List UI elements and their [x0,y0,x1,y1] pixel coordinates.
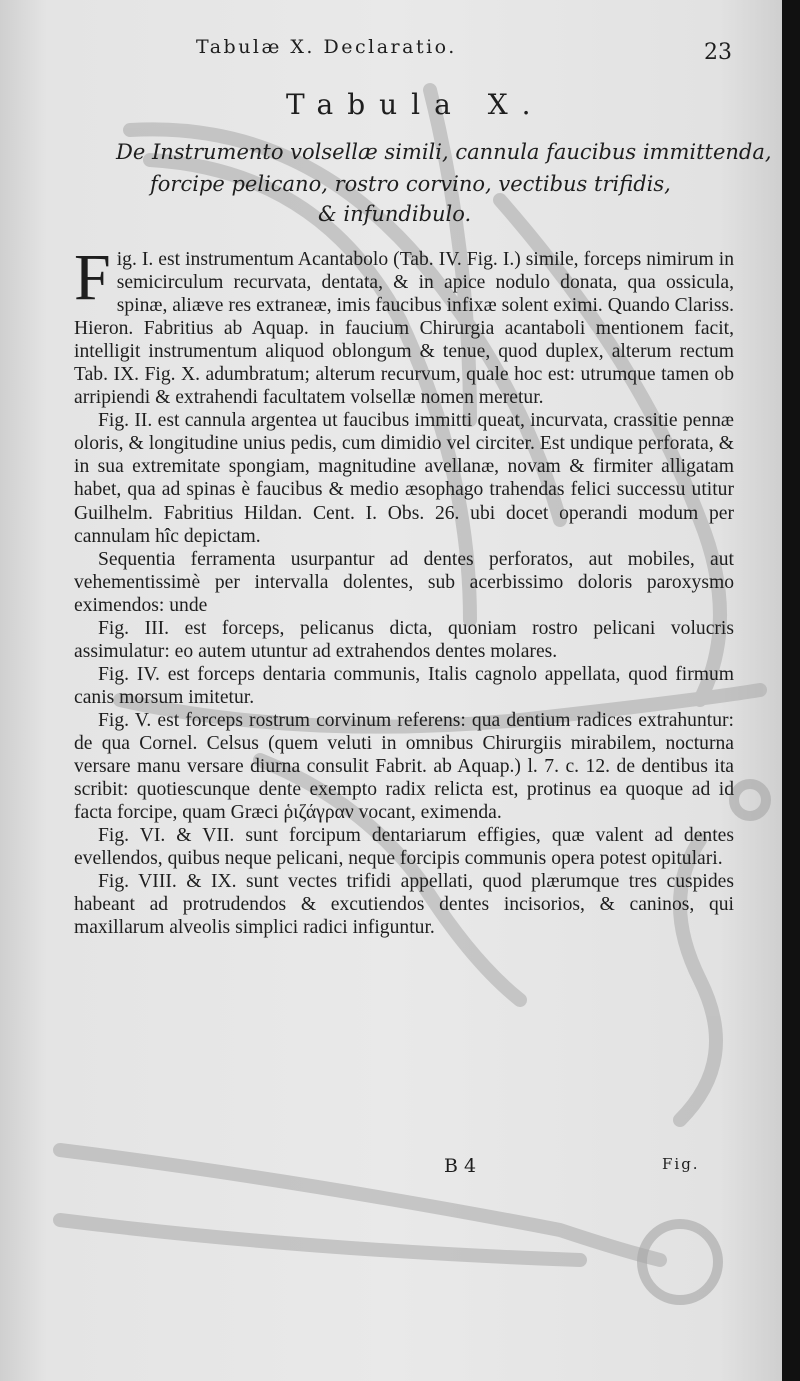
paragraph-sequentia: Sequentia ferramenta usurpantur ad dentes perforatos, aut mobiles, aut vehementissimè per intervalla dolentes, sub acerbissimo doloris paroxysmo eximendos: unde [74,548,734,616]
paragraph-fig-1 [74,241,734,409]
subtitle-line-2: forcipe pelicano, rostro corvino, vectibus trifidis, [150,172,671,196]
paragraph-text: ig. I. est instrumentum Acantabolo (Tab. IV. Fig. I.) simile, forceps nimirum in semicirculum recurvata, dentata, & in apice nodulo donata, qua ossicula, spinæ, aliæve res extraneæ, imis faucibus infixæ solent eximi. Quando Clariss. Hieron. Fabritius ab Aquap. in faucium Chirurgia acantaboli mentionem facit, intelligit instrumentum aliquod oblongum & tenue, quod duplex, alterum rectum Tab. IX. Fig. X. adumbratum; alterum recurvum, quale hoc est: utrumque tamen ob arripiendi & extrahendi facultatem volsellæ nomen meretur. [74,249,734,409]
paragraph-fig-8-9: Fig. VIII. & IX. sunt vectes trifidi appellati, quod plærumque tres cuspides habeant ad protrudendos & excutiendos dentes incisorios, & caninos, qui maxillarum alveolis simplici radici infiguntur. [74,871,734,939]
subtitle-line-3: & infundibulo. [318,202,472,226]
paragraph-fig-5: Fig. V. est forceps rostrum corvinum referens: qua dentium radices extrahuntur: de qua Cornel. Celsus (quem veluti in omnibus Chirurgiis mirabilem, nocturna versare manu versare diurna consulit Fabrit. ab Aquap.) l. 7. c. 12. de dentibus ita scribit: quotiescunque dente exempto radix relicta est, protinus ea quoque ad id facta forcipe, quam Græci ῥιζάγραν vocant, eximenda. [74,709,734,824]
drop-cap: F [74,241,111,314]
body-text [74,241,734,939]
page-number: 23 [704,40,732,65]
subtitle-line-1: De Instrumento volsellæ simili, cannula faucibus immittenda, [116,140,772,164]
catchword: Fig. [662,1155,700,1173]
paragraph-fig-4: Fig. IV. est forceps dentaria communis, Italis cagnolo appellata, quod firmum canis morsum imitetur. [74,663,734,708]
signature-mark: B 4 [444,1155,477,1177]
page-edge-shadow [782,0,800,1381]
plate-title: Tabula X. [286,88,545,121]
paragraph-fig-3: Fig. III. est forceps, pelicanus dicta, quoniam rostro pelicani volucris assimulatur: eo autem utuntur ad extrahendos dentes molares. [74,617,734,662]
running-title: Tabulæ X. Declaratio. [196,36,457,58]
paragraph-fig-2: Fig. II. est cannula argentea ut faucibus immitti queat, incurvata, crassitie pennæ oloris, & longitudine unius pedis, cum dimidio vel circiter. Est undique perforata, & in sua extremitate spongiam, magnitudine avellanæ, novam & firmiter alligatam habet, qua ad spinas è faucibus & medio æsophago trahendas felici successu utitur Guilhelm. Fabritius Hildan. Cent. I. Obs. 26. ubi docet operandi modum per cannulam hîc depictam. [74,410,734,547]
paragraph-fig-6-7: Fig. VI. & VII. sunt forcipum dentariarum effigies, quæ valent ad dentes evellendos, quibus neque pelicani, neque forcipis communis opera potest opitulari. [74,825,734,870]
